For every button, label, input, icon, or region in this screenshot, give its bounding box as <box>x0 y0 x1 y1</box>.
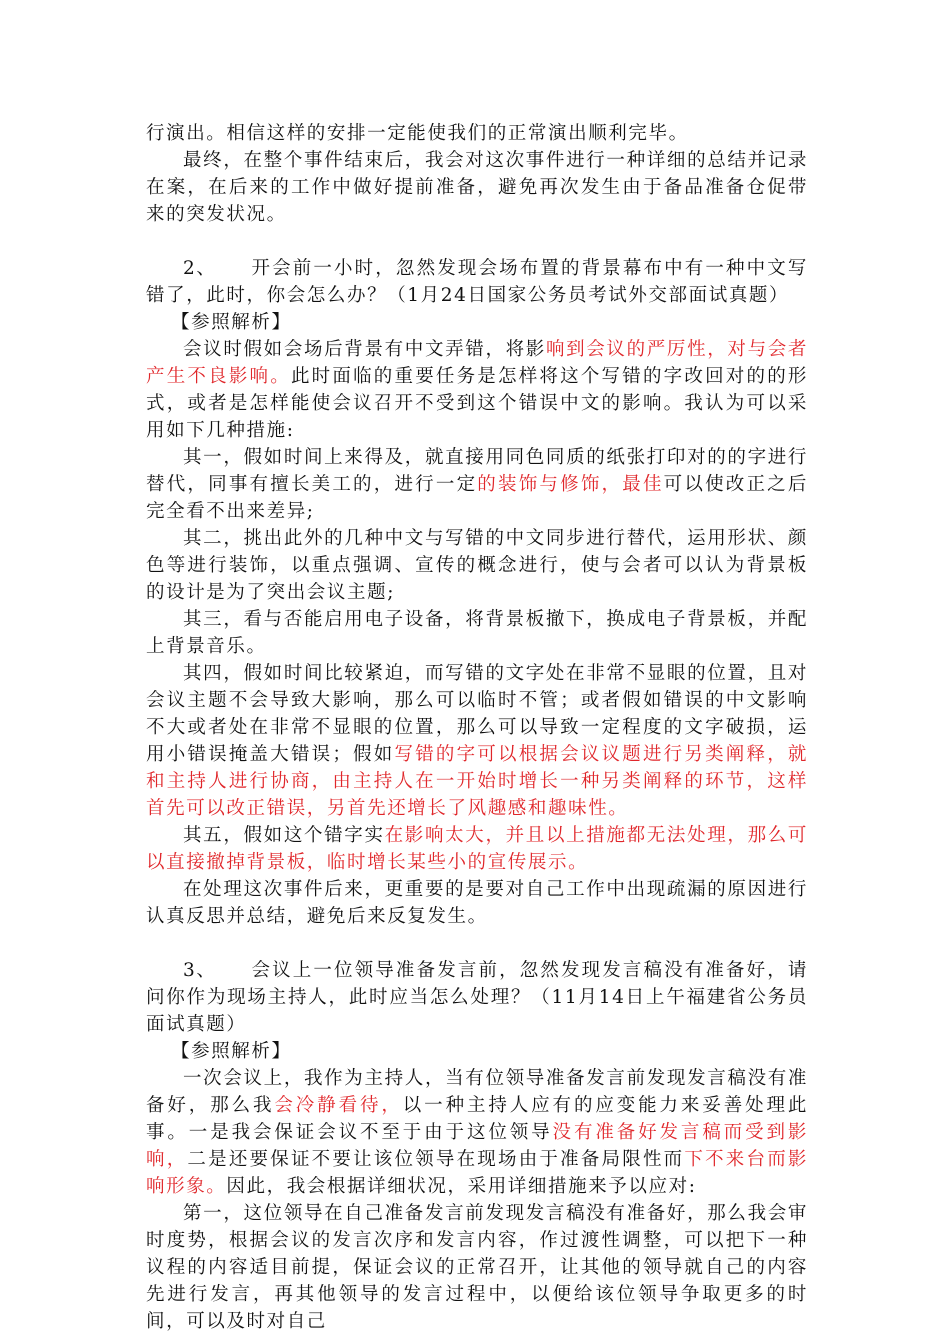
q2-p1-highlight: 响到会议的严厉性，对与会者产生不良影响。 <box>146 339 808 387</box>
q2-paragraph-7: 在处理这次事件后来，更重要的是要对自己工作中出现疏漏的原因进行认真反思并总结，避免后来反复发生。 <box>146 879 808 927</box>
paragraph-finally: 最终，在整个事件结束后，我会对这次事件进行一种详细的总结并记录在案，在后来的工作中做好提前准备，避免再次发生由于备品准备仓促带来的突发状况。 <box>146 150 808 225</box>
question-3-number: 3、 <box>183 960 217 981</box>
spacer <box>146 228 808 255</box>
question-2-number: 2、 <box>183 258 217 279</box>
q2-p2-text: 其一，假如时间上来得及，就直接用同色同质的纸张打印对的的字进行替代，同事有擅长美工的，进行一定 <box>146 447 808 495</box>
q2-p5-highlight: 写错的字可以根据会议议题进行另类阐释，就和主持人进行协商，由主持人在一开始时增长一种另类阐释的环节，这样首先可以改正错误，另首先还增长了风趣感和趣味性。 <box>146 744 808 819</box>
q3-p1-text-2: 以一种主持人应有的应变能力来妥善处理此事。一是我会保证会议不至于由于这位领导 <box>146 1095 809 1143</box>
q3-paragraph-1 <box>146 1065 808 1200</box>
document-body <box>146 120 808 1335</box>
q2-p1-text: 会议时假如会场后背景有中文弄错，将影 <box>183 339 546 360</box>
q2-p2-text-end: 可以使改正之后完全看不出来差异; <box>146 474 808 522</box>
question-3 <box>146 957 808 1038</box>
spacer <box>146 930 808 957</box>
q2-paragraph-5 <box>146 660 808 822</box>
q2-p2-highlight: 的装饰与修饰，最佳 <box>477 474 664 495</box>
q3-p1-text-4: 因此，我会根据详细状况，采用详细措施来予以应对: <box>226 1176 697 1197</box>
q2-paragraph-4: 其三，看与否能启用电子设备，将背景板撤下，换成电子背景板，并配上背景音乐。 <box>146 609 808 657</box>
q3-p1-text-3: 二是还要保证不要让该位领导在现场由于准备局限性而 <box>187 1149 685 1170</box>
question-2 <box>146 255 808 309</box>
analysis-label-2: 【参照解析】 <box>171 312 292 333</box>
q2-paragraph-1 <box>146 336 808 444</box>
paragraph-continuation: 行演出。相信这样的安排一定能使我们的正常演出顺利完毕。 <box>146 123 689 144</box>
q2-paragraph-6 <box>146 822 808 876</box>
q3-p1-highlight-3: 下不来台而影响形象。 <box>146 1149 809 1197</box>
q2-paragraph-2 <box>146 444 808 525</box>
analysis-label-3: 【参照解析】 <box>171 1041 292 1062</box>
q2-p6-highlight: 在影响太大，并且以上措施都无法处理，那么可以直接撤掉背景板，临时增长某些小的宣传展示。 <box>146 825 808 873</box>
question-2-text: 开会前一小时，忽然发现会场布置的背景幕布中有一种中文写错了，此时，你会怎么办？（1月24日国家公务员考试外交部面试真题） <box>146 258 808 306</box>
q3-p1-text: 一次会议上，我作为主持人，当有位领导准备发言前发现发言稿没有准备好，那么我 <box>146 1068 808 1116</box>
q2-paragraph-3: 其二，挑出此外的几种中文与写错的中文同步进行替代，运用形状、颜色等进行装饰，以重点强调、宣传的概念进行，使与会者可以认为背景板的设计是为了突出会议主题; <box>146 528 808 603</box>
q2-p5-text: 其四，假如时间比较紧迫，而写错的文字处在非常不显眼的位置，且对会议主题不会导致大影响，那么可以临时不管；或者假如错误的中文影响不大或者处在非常不显眼的位置，那么可以导致一定程度的文字破损，运用小错误掩盖大错误；假如 <box>146 663 808 765</box>
q2-p1-text-end: 此时面临的重要任务是怎样将这个写错的字改回对的的形式，或者是怎样能使会议召开不受到这个错误中文的影响。我认为可以采用如下几种措施: <box>146 366 808 441</box>
q3-p1-highlight-1: 会冷静看待， <box>274 1095 403 1116</box>
q2-p6-text: 其五，假如这个错字实 <box>183 825 385 846</box>
q3-p1-highlight-2: 没有准备好发言稿而受到影响， <box>146 1122 809 1170</box>
question-3-text: 会议上一位领导准备发言前，忽然发现发言稿没有准备好，请问你作为现场主持人，此时应当怎么处理？（11月14日上午福建省公务员面试真题） <box>146 960 808 1035</box>
q3-paragraph-2: 第一，这位领导在自己准备发言前发现发言稿没有准备好，那么我会审时度势，根据会议的发言次序和发言内容，作过渡性调整，可以把下一种议程的内容适目前提，保证会议的正常召开，让其他的领导就自己的内容先进行发言，再其他领导的发言过程中，以便给该位领导争取更多的时间，可以及时对自己 <box>146 1203 808 1332</box>
